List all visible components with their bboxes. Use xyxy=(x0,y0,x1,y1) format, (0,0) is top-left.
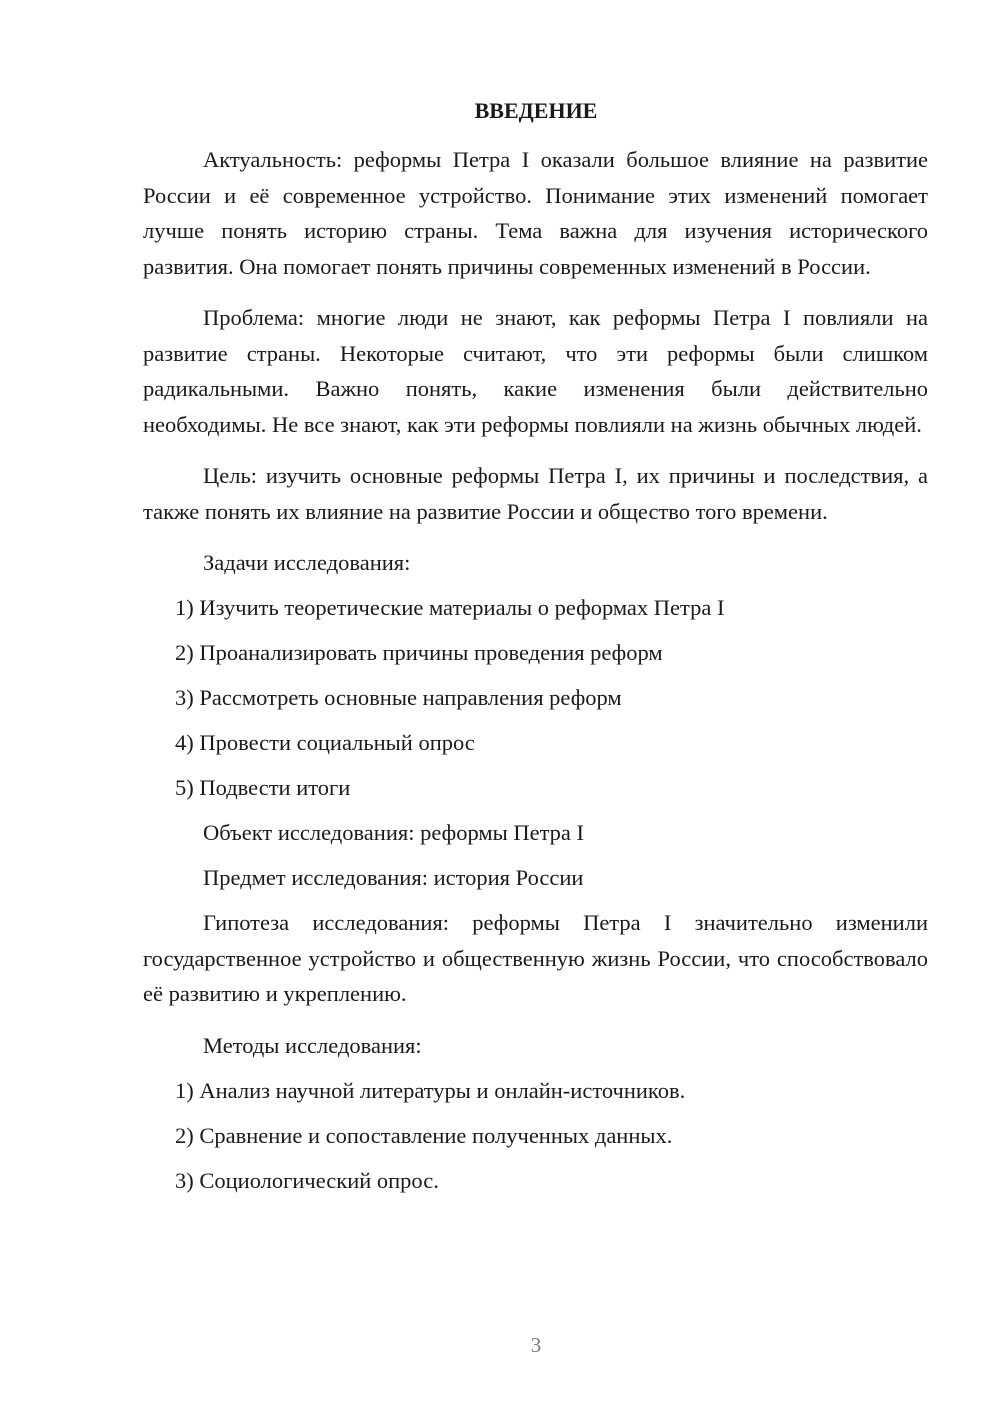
list-item: 1) Анализ научной литературы и онлайн-источников. xyxy=(175,1077,686,1103)
list-item: 4) Провести социальный опрос xyxy=(175,730,475,755)
tasks-heading: Задачи исследования: xyxy=(203,550,411,575)
relevance-paragraph: Актуальность: реформы Петра I оказали большое влияние на развитие России и её современное устройство. Понимание этих изменений помогает лучше понять историю страны. Тема важна для изучения исторического развития. Она помогает понять причины современных изменений в России. xyxy=(143,147,928,279)
problem-paragraph: Проблема: многие люди не знают, как реформы Петра I повлияли на развитие страны. Некоторые считают, что эти реформы были слишком радикальными. Важно понять, какие изменения были действительно необходимы. Не все знают, как эти реформы повлияли на жизнь обычных людей. xyxy=(143,305,928,437)
methods-list xyxy=(143,1073,928,1198)
tasks-list xyxy=(143,590,928,805)
research-subject: Предмет исследования: история России xyxy=(203,865,584,890)
list-item: 3) Социологический опрос. xyxy=(175,1167,439,1193)
list-item: 2) Сравнение и сопоставление полученных данных. xyxy=(175,1122,673,1148)
goal-paragraph: Цель: изучить основные реформы Петра I, их причины и последствия, а также понять их влияние на развитие России и общество того времени. xyxy=(143,463,928,524)
page-number: 3 xyxy=(530,1333,542,1357)
page-title: ВВЕДЕНИЕ xyxy=(474,98,598,123)
document-body xyxy=(143,142,928,1208)
list-item: 1) Изучить теоретические материалы о реформах Петра I xyxy=(175,595,725,620)
list-item: 2) Проанализировать причины проведения реформ xyxy=(175,640,663,665)
list-item: 3) Рассмотреть основные направления реформ xyxy=(175,685,622,710)
methods-heading: Методы исследования: xyxy=(203,1032,422,1058)
list-item: 5) Подвести итоги xyxy=(175,775,351,800)
hypothesis-paragraph: Гипотеза исследования: реформы Петра I значительно изменили государственное устройство и общественную жизнь России, что способствовало её развитию и укреплению. xyxy=(143,910,928,1006)
research-object: Объект исследования: реформы Петра I xyxy=(203,820,585,845)
